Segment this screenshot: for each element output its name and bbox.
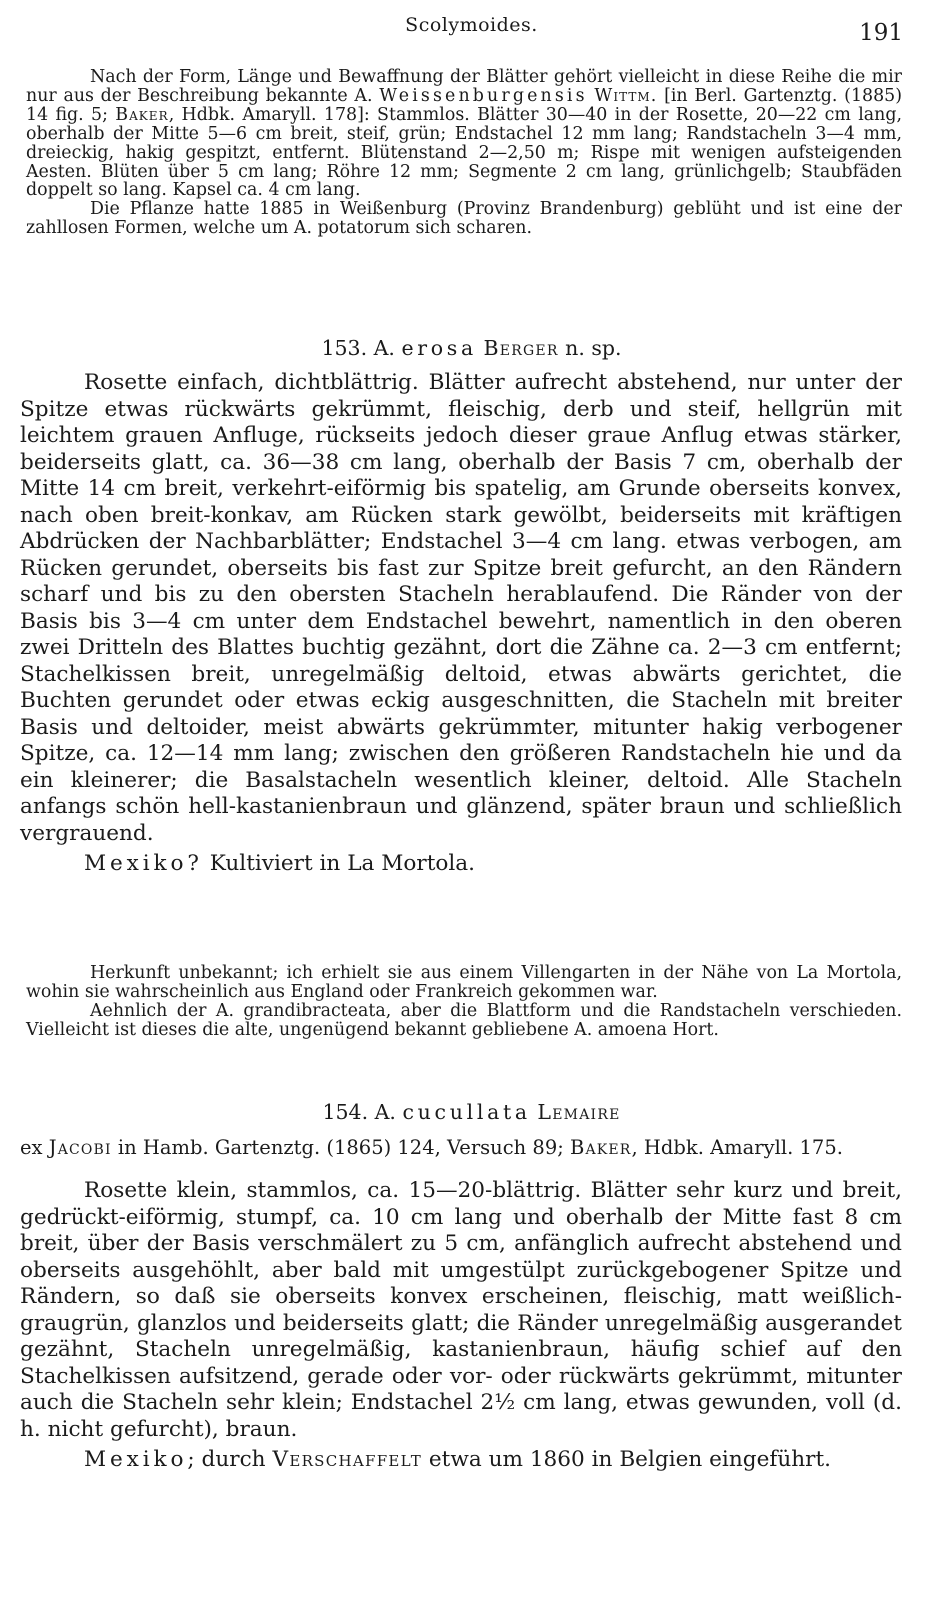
species-154-locality: Mexiko; durch Verschaffelt etwa um 1860 in Belgien eingeführt. (84, 1447, 832, 1472)
species-epithet: cucullata (402, 1100, 531, 1124)
author-name: Baker (115, 104, 169, 125)
species-153-text (20, 370, 902, 878)
page-number: 191 (859, 20, 903, 46)
author-name: Baker (570, 1136, 632, 1159)
species-153-notes (26, 964, 902, 1040)
species-154-description: Rosette klein, stammlos, ca. 15—20-blättrig. Blätter sehr kurz und breit, gedrückt-eiförmig, stumpf, ca. 10 cm lang und oberhalb der Mitte fast 8 cm breit, über der Basis verschmälert zu 5 cm, anfänglich aufrecht abstehend und oberseits ausgehöhlt, aber bald mit umgestülpt zurückgebogener Spitze und Rändern, so daß sie oberseits konvex erscheinen, fleischig, matt weißlich-graugrün, glanzlos und beiderseits glatt; die Ränder unregelmäßig ausgerandet gezähnt, Stacheln unregelmäßig, kastanienbraun, häufig schief auf den Stachelkissen aufsitzend, gerade oder vor- oder rückwärts gekrümmt, mitunter auch die Stacheln sehr klein; Endstachel 2½ cm lang, etwas gewunden, voll (d. h. nicht gefurcht), braun. (20, 1178, 902, 1442)
locality-name: Mexiko? (84, 851, 203, 876)
species-heading-154: 154. A. cucullata Lemaire (322, 1100, 621, 1124)
species-epithet: erosa (401, 336, 477, 360)
species-153-locality: Mexiko? Kultiviert in La Mortola. (84, 851, 476, 876)
author-name: Wittm. (594, 85, 658, 106)
species-154-citation: ex Jacobi in Hamb. Gartenztg. (1865) 124, Versuch 89; Baker, Hdbk. Amaryll. 175. (20, 1136, 843, 1159)
intro-paragraph-2: Die Pflanze hatte 1885 in Weißenburg (Provinz Brandenburg) geblüht und ist eine der zahllosen Formen, welche um A. potatorum sich scharen. (26, 199, 902, 239)
running-head (0, 14, 943, 44)
locality-name: Mexiko (84, 1447, 188, 1472)
species-153-description: Rosette einfach, dichtblättrig. Blätter aufrecht abstehend, nur unter der Spitze etwas rückwärts gekrümmt, fleischig, derb und steif, hellgrün mit leichtem grauen Anfluge, rückseits jedoch dieser graue Anflug etwas stärker, beiderseits glatt, ca. 36—38 cm lang, oberhalb der Basis 7 cm, oberhalb der Mitte 14 cm breit, verkehrt-eiförmig bis spatelig, am Grunde oberseits konvex, nach oben breit-konkav, am Rücken stark gewölbt, beiderseits mit kräftigen Abdrücken der Nachbarblätter; Endstachel 3—4 cm lang. etwas verbogen, am Rücken gerundet, oberseits bis fast zur Spitze breit gefurcht, an den Rändern scharf und bis zu den obersten Stacheln herablaufend. Die Ränder von der Basis bis 3—4 cm unter dem Endstachel bewehrt, namentlich in den oberen zwei Dritteln des Blattes buchtig gezähnt, dort die Zähne ca. 2—3 cm entfernt; Stachelkissen breit, unregelmäßig deltoid, etwas abwärts gerichtet, die Buchten gerundet oder etwas eckig ausgeschnitten, die Stacheln mit breiter Basis und deltoider, meist abwärts gekrümmter, mitunter hakig verbogener Spitze, ca. 12—14 mm lang; zwischen den größeren Randstacheln hie und da ein kleinerer; die Basalstacheln wesentlich kleiner, deltoid. Alle Stacheln anfangs schön hell-kastanienbraun und glänzend, später braun und schließlich vergrauend. (20, 370, 902, 846)
running-title: Scolymoides. (405, 14, 538, 36)
intro-section (26, 68, 902, 238)
author-name: Lemaire (537, 1100, 621, 1124)
species-heading-153: 153. A. erosa Berger n. sp. (321, 336, 622, 360)
author-name: Jacobi (48, 1136, 112, 1159)
species-153-note-1: Herkunft unbekannt; ich erhielt sie aus einem Villengarten in der Nähe von La Mortola, wohin sie wahrscheinlich aus England oder Frankreich gekommen war. (26, 963, 902, 1002)
species-name: Weissenburgensis (379, 85, 588, 106)
author-name: Berger (483, 336, 559, 360)
species-154-text (20, 1178, 902, 1474)
author-name: Verschaffelt (272, 1447, 423, 1472)
intro-paragraph-1: Nach der Form, Länge und Bewaffnung der Blätter gehört vielleicht in diese Reihe die mir nur aus der Beschreibung bekannte A. Weissenburgensis Wittm. [in Berl. Gartenztg. (1885) 14 fig. 5; Baker, Hdbk. Amaryll. 178]: Stammlos. Blätter 30—40 in der Rosette, 20—22 cm lang, oberhalb der Mitte 5—6 cm breit, steif, grün; Endstachel 12 mm lang; Randstacheln 3—4 mm, dreieckig, hakig gespitzt, entfernt. Blütenstand 2—2,50 m; Rispe mit wenigen aufsteigenden Aesten. Blüten über 5 cm lang; Röhre 12 mm; Segmente 2 cm lang, grünlichgelb; Staubfäden doppelt so lang. Kapsel ca. 4 cm lang. (26, 67, 902, 201)
species-153-note-2: Aehnlich der A. grandibracteata, aber die Blattform und die Randstacheln verschieden. Vielleicht ist dieses die alte, ungenügend bekannt gebliebene A. amoena Hort. (26, 1000, 902, 1040)
